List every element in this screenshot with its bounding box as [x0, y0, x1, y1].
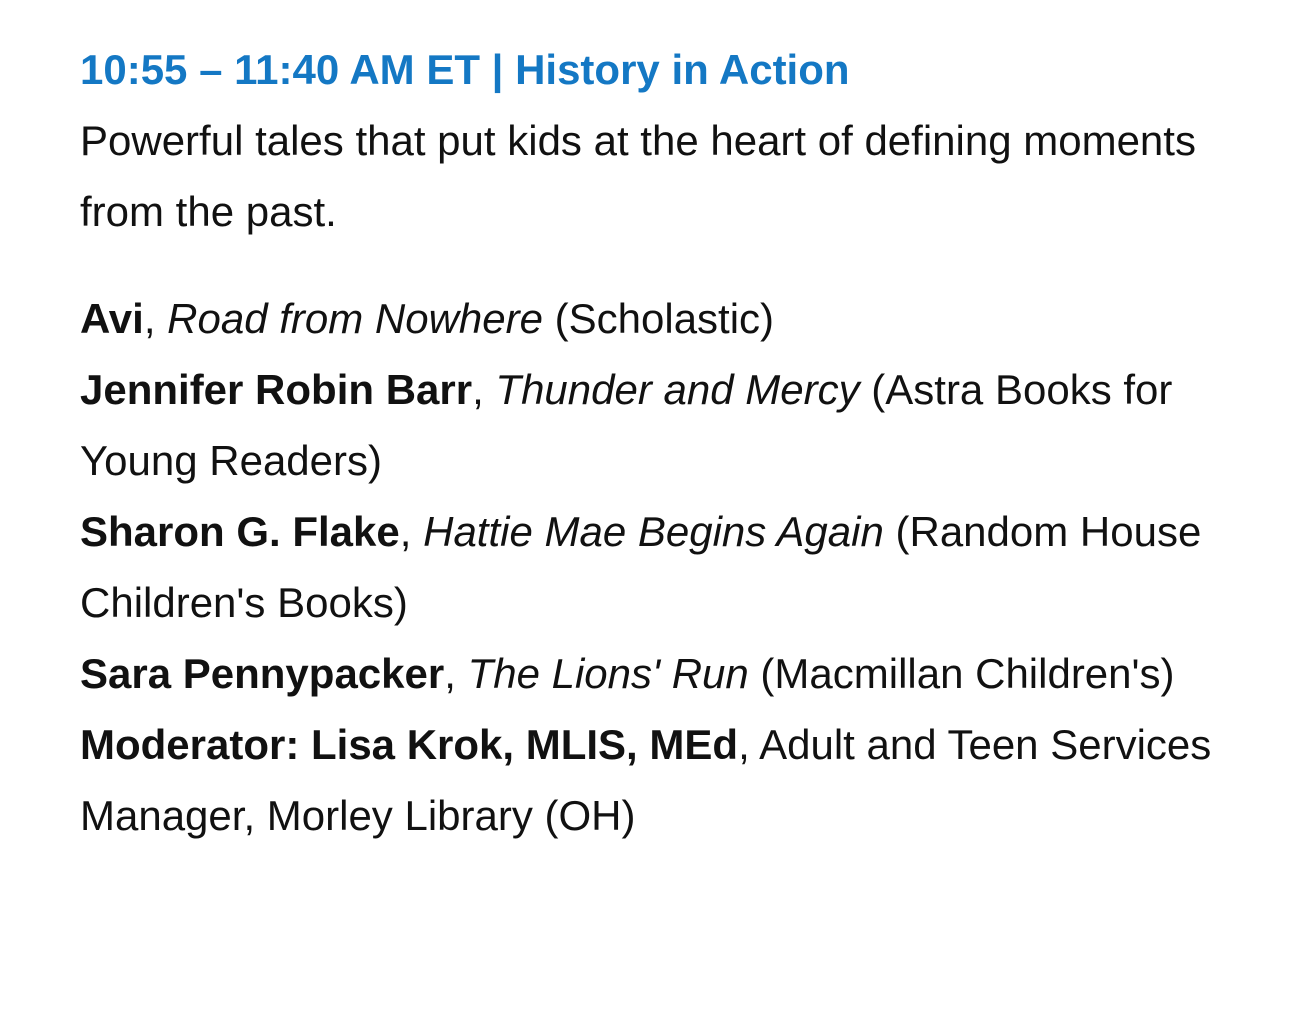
book-title: The Lions' Run — [467, 650, 749, 697]
author-name: Sara Pennypacker — [80, 650, 445, 697]
session-header-link[interactable] — [80, 34, 1262, 105]
separator-text: , — [444, 650, 468, 697]
moderator-name: Moderator: Lisa Krok, MLIS, MEd — [80, 721, 739, 768]
publisher-text: (Macmillan Children's) — [748, 650, 1175, 697]
author-name: Avi — [80, 295, 144, 342]
separator-text: , — [143, 295, 168, 342]
book-title: Hattie Mae Begins Again — [423, 508, 884, 555]
publisher-text: (Astra Books for Young Readers) — [80, 366, 1173, 484]
moderator-line — [80, 709, 1262, 851]
participant-line — [80, 354, 1262, 496]
book-title: Road from Nowhere — [167, 295, 543, 342]
moderator-role: , Adult and Teen Services Manager, Morley Library (OH) — [80, 721, 1212, 839]
session-title: History in Action — [515, 46, 850, 93]
participant-line — [80, 283, 1262, 354]
separator-text: , — [472, 366, 496, 413]
publisher-text: (Random House Children's Books) — [80, 508, 1202, 626]
author-name: Jennifer Robin Barr — [80, 366, 473, 413]
publisher-text: (Scholastic) — [542, 295, 775, 342]
session-time: 10:55 – 11:40 AM ET — [80, 46, 480, 93]
separator-text: , — [399, 508, 424, 555]
author-name: Sharon G. Flake — [80, 508, 400, 555]
session-separator: | — [479, 46, 516, 93]
book-title: Thunder and Mercy — [495, 366, 860, 413]
session-description: Powerful tales that put kids at the heart of defining moments from the past. — [80, 117, 1196, 235]
participant-line — [80, 496, 1262, 638]
participant-line — [80, 638, 1262, 709]
participant-list — [80, 283, 1262, 851]
